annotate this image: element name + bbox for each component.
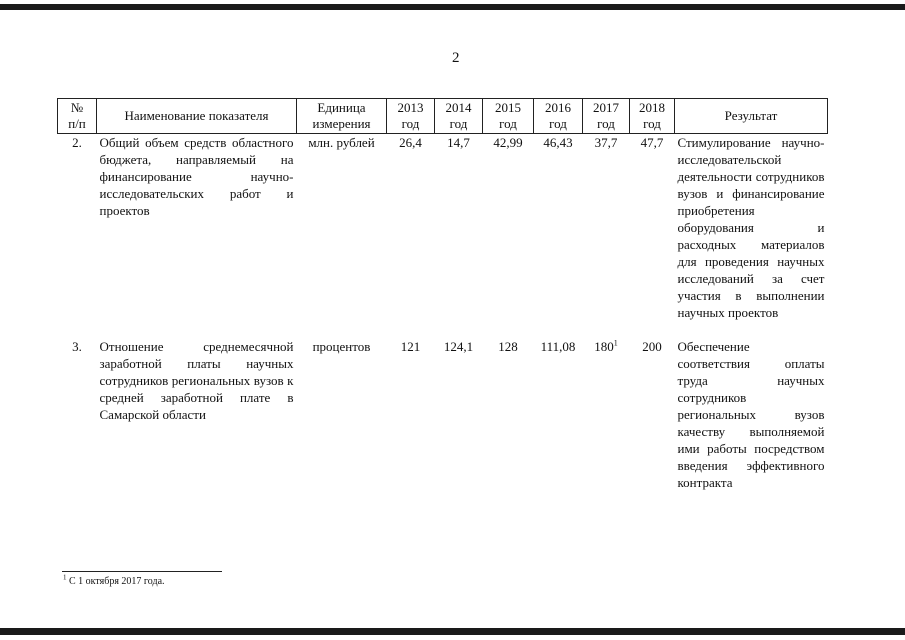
row-number: 2. <box>72 135 82 150</box>
value-2017: 37,7 <box>594 135 618 150</box>
header-year-2014: 2014 год <box>435 99 483 134</box>
top-border <box>0 4 905 10</box>
value-2013: 26,4 <box>399 135 422 150</box>
header-year-2018: 2018 год <box>630 99 675 134</box>
value-2017: $180^1$ <box>594 338 618 354</box>
value-2015: 128 <box>498 338 518 354</box>
table-row <box>58 134 828 338</box>
header-year-2016: 2016 год <box>534 99 583 134</box>
header-year-2013: 2013 год <box>387 99 435 134</box>
header-year-2015: 2015 год <box>483 99 534 134</box>
page-number: 2 <box>452 50 460 66</box>
footnote-mark: 1 <box>63 573 67 582</box>
value-2013: 121 <box>400 338 421 354</box>
indicator-name: Отношение среднемесячной заработной платы научных сотрудников региональных вузов к средней заработной плате в Самарской области <box>99 338 294 422</box>
header-name: Наименование показателя <box>97 99 297 134</box>
value-2018: 47,7 <box>640 135 664 150</box>
result-text: Обеспечение соответствия оплаты труда научных сотрудников региональных вузов качеству выполняемой ими работы посредством введения эффективного контракта <box>677 338 825 490</box>
footnote-text: С 1 октября 2017 года. <box>69 576 165 587</box>
value-2014: 14,7 <box>447 135 470 150</box>
header-unit: Единица измерения <box>297 99 387 134</box>
header-result: Результат <box>675 99 828 134</box>
header-num: № п/п <box>58 99 97 134</box>
bottom-border <box>0 628 905 635</box>
indicators-table <box>57 98 828 491</box>
table-row <box>58 338 828 491</box>
footnote <box>63 573 165 587</box>
header-year-2017: 2017 год <box>583 99 630 134</box>
header-row <box>58 99 828 134</box>
result-text: Стимулирование научно-исследовательской деятельности сотрудников вузов и финансирование приобретения оборудования и расходных материалов для проведения научных исследований за счет участия в выполнении научных проектов <box>677 135 825 320</box>
value-2016: 46,43 <box>543 135 573 150</box>
indicator-name: Общий объем средств областного бюджета, направляемый на финансирование научно-исследовательских работ и проектов <box>99 135 294 218</box>
footnote-separator <box>62 571 222 572</box>
value-2015: 42,99 <box>493 135 523 150</box>
value-2014: 124,1 <box>443 338 474 354</box>
value-2016: 111,08 <box>540 338 576 354</box>
value-2018: 200 <box>642 338 662 354</box>
row-number: 3. <box>72 338 82 354</box>
unit-cell: процентов <box>312 338 371 354</box>
footnote-marker: 1 <box>613 338 618 348</box>
unit-cell: млн. рублей <box>308 135 375 150</box>
